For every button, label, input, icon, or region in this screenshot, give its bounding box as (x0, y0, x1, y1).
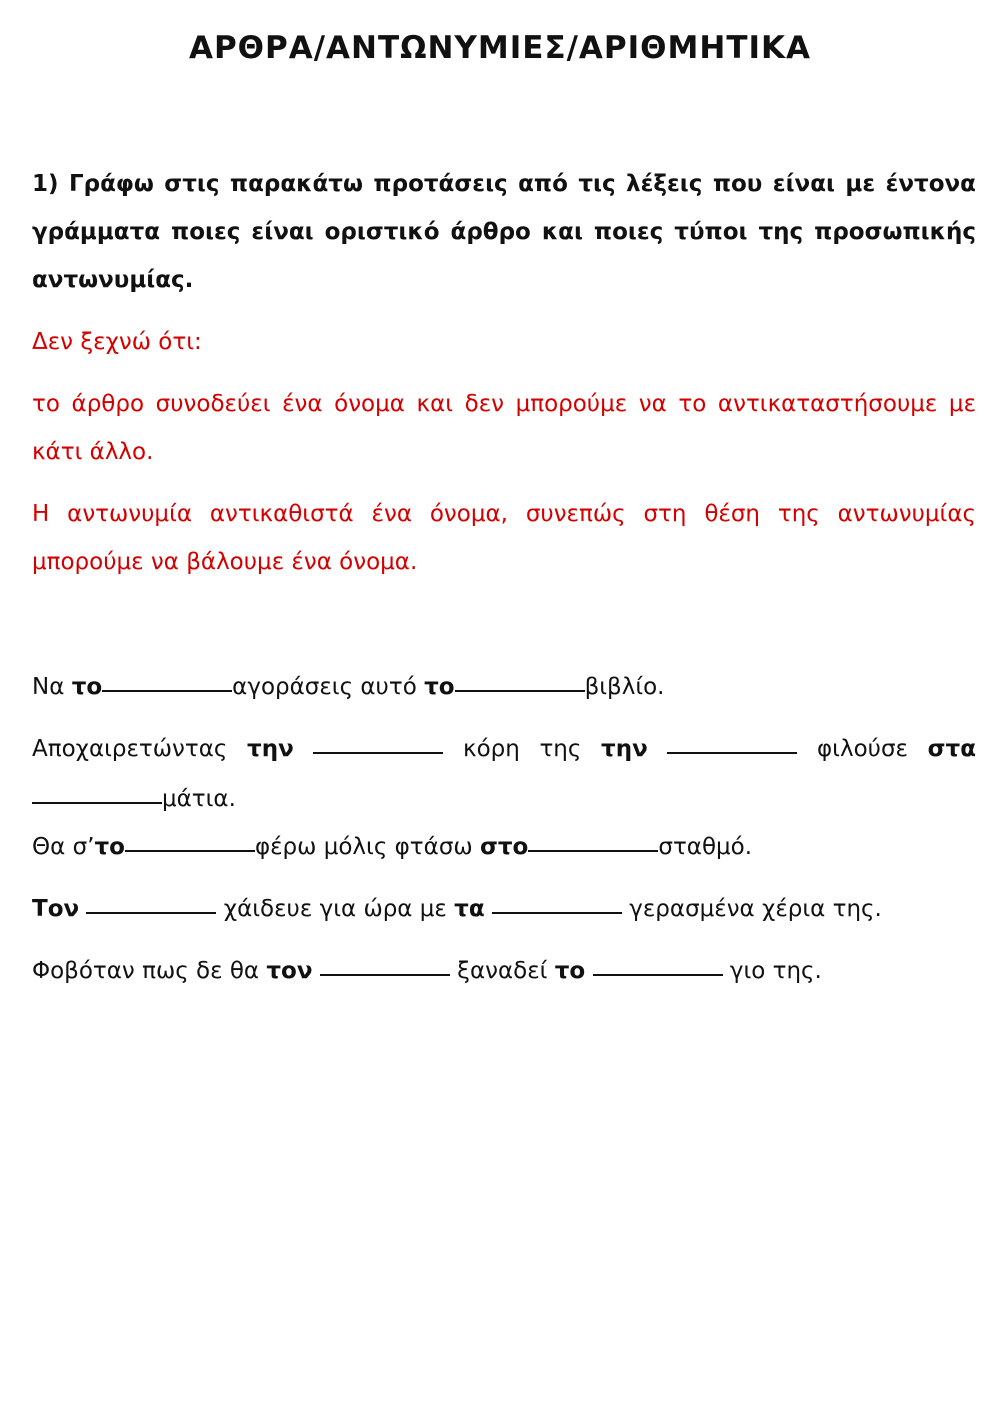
bold-word: στα (927, 736, 977, 762)
answer-blank[interactable] (492, 911, 622, 914)
bold-word: την (601, 736, 648, 762)
bold-word: την (247, 736, 294, 762)
rule-article: το άρθρο συνοδεύει ένα όνομα και δεν μπορούμε να το αντικαταστήσουμε με κάτι άλλο. (32, 391, 976, 465)
answer-blank[interactable] (86, 911, 216, 914)
answer-blank[interactable] (313, 751, 443, 754)
answer-blank[interactable] (320, 973, 450, 976)
answer-blank[interactable] (102, 689, 232, 692)
answer-blank[interactable] (455, 689, 585, 692)
exercise-sentence-3: Θα σ’το φέρω μόλις φτάσω στο σταθμό. (32, 834, 753, 860)
exercise-sentence-2: Αποχαιρετώντας την κόρη της την φιλούσε σταμάτια. (32, 736, 977, 812)
bold-word: το (554, 958, 586, 984)
answer-blank[interactable] (125, 849, 255, 852)
page-title: ΑΡΘΡΑ/ΑΝΤΩΝΥΜΙΕΣ/ΑΡΙΘΜΗΤΙΚΑ (188, 30, 812, 66)
answer-blank[interactable] (593, 973, 723, 976)
answer-blank[interactable] (667, 751, 797, 754)
exercise-sentence-4: Τον χάιδευε για ώρα με τα γερασμένα χέρια της. (32, 896, 882, 922)
answer-blank[interactable] (32, 801, 162, 804)
answer-blank[interactable] (528, 849, 658, 852)
exercise-sentence-5: Φοβόταν πως δε θα τον ξαναδεί το γιο της. (32, 958, 822, 984)
bold-word: Τον (32, 896, 80, 922)
bold-word: τα (454, 896, 485, 922)
instruction-text: 1) Γράφω στις παρακάτω προτάσεις από τις λέξεις που είναι με έντονα γράμματα ποιες είναι οριστικό άρθρο και ποιες τύποι της προσωπικής αντωνυμίας. (32, 171, 976, 293)
bold-word: το (424, 674, 455, 700)
remember-heading: Δεν ξεχνώ ότι: (32, 329, 202, 355)
exercise-sentence-1: Να το αγοράσεις αυτό το βιβλίο. (32, 674, 665, 700)
rule-pronoun: Η αντωνυμία αντικαθιστά ένα όνομα, συνεπώς στη θέση της αντωνυμίας μπορούμε να βάλουμε ένα όνομα. (32, 501, 976, 575)
bold-word: στο (479, 834, 529, 860)
bold-word: το (71, 674, 103, 700)
bold-word: τον (266, 958, 313, 984)
bold-word: το (94, 834, 125, 860)
